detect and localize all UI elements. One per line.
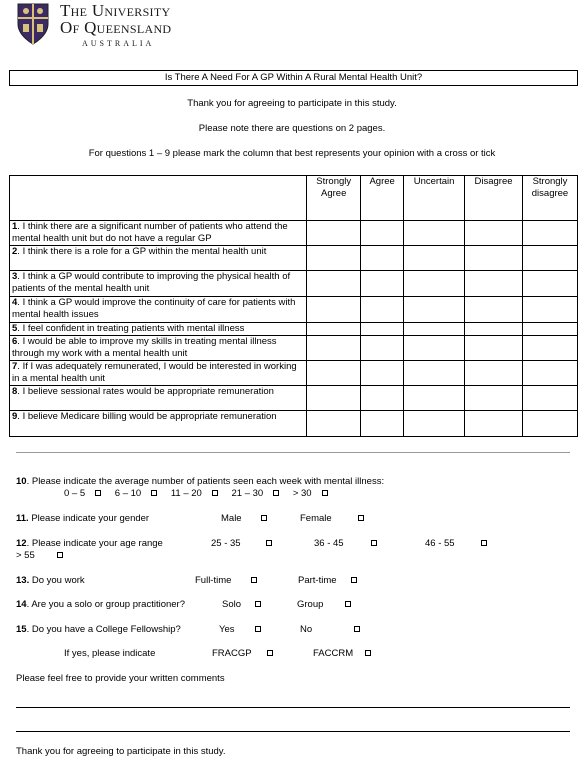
answer-cell[interactable] [361,411,404,437]
answer-cell[interactable] [404,323,465,336]
answer-cell[interactable] [523,221,578,246]
q12-option-4: > 55 [16,550,63,561]
answer-cell[interactable] [361,221,404,246]
intro-thanks: Thank you for agreeing to participate in this study. [187,98,397,109]
answer-cell[interactable] [523,411,578,437]
answer-cell[interactable] [465,221,523,246]
answer-cell[interactable] [465,323,523,336]
option-label: > 30 [292,488,312,499]
table-row [10,271,578,297]
fellowship-prompt: If yes, please indicate [64,648,156,659]
checkbox[interactable] [481,540,487,546]
answer-cell[interactable] [307,386,361,411]
answer-cell[interactable] [307,246,361,271]
checkbox[interactable] [212,490,218,496]
header-agree: Agree [361,176,404,221]
option-label: 21 – 30 [231,488,264,499]
option-label: 0 – 5 [64,488,86,499]
checkbox[interactable] [266,540,272,546]
question-cell: 5. I feel confident in treating patients with mental illness [10,323,307,336]
checkbox[interactable] [371,540,377,546]
checkbox[interactable] [273,490,279,496]
answer-cell[interactable] [361,323,404,336]
q13-option-fulltime: Full-time [195,575,257,586]
q12-option-1: 25 - 35 [211,538,272,549]
answer-cell[interactable] [361,336,404,361]
checkbox[interactable] [365,650,371,656]
q14-option-group: Group [297,599,351,610]
answer-cell[interactable] [404,271,465,297]
q12-option-3: 46 - 55 [425,538,487,549]
logo-line-2: Of Queensland [60,18,172,37]
answer-cell[interactable] [361,246,404,271]
question-cell: 3. I think a GP would contribute to improving the physical health of patients of the mental health unit [10,271,307,297]
question-10: 10. Please indicate the average number of patients seen each week with mental illness: [16,476,385,487]
logo-line-1: The University [60,1,171,20]
answer-cell[interactable] [307,221,361,246]
crest-icon [16,2,50,46]
survey-title: Is There A Need For A GP Within A Rural Mental Health Unit? [9,70,578,86]
table-row [10,221,578,246]
table-row [10,361,578,386]
answer-cell[interactable] [404,246,465,271]
answer-cell[interactable] [307,297,361,323]
answer-cell[interactable] [361,361,404,386]
answer-cell[interactable] [523,271,578,297]
answer-cell[interactable] [523,246,578,271]
answer-cell[interactable] [307,361,361,386]
question-15: 15. Do you have a College Fellowship? [16,624,181,635]
fellowship-option-faccrm: FACCRM [313,648,371,659]
table-row [10,336,578,361]
answer-cell[interactable] [307,411,361,437]
answer-cell[interactable] [404,297,465,323]
option-label: 11 – 20 [170,488,202,499]
checkbox[interactable] [322,490,328,496]
table-row [10,297,578,323]
fellowship-option-fracgp: FRACGP [212,648,273,659]
answer-cell[interactable] [465,246,523,271]
comment-line[interactable] [16,707,570,708]
likert-table [9,175,578,437]
q10-options [64,488,328,499]
answer-cell[interactable] [465,361,523,386]
comment-line[interactable] [16,731,570,732]
comments-prompt: Please feel free to provide your written comments [16,673,225,684]
answer-cell[interactable] [465,411,523,437]
answer-cell[interactable] [404,221,465,246]
answer-cell[interactable] [465,336,523,361]
answer-cell[interactable] [307,271,361,297]
answer-cell[interactable] [465,386,523,411]
q13-option-parttime: Part-time [298,575,357,586]
q15-option-no: No [300,624,360,635]
q15-option-yes: Yes [219,624,261,635]
option-label: 6 – 10 [114,488,142,499]
question-14: 14. Are you a solo or group practitioner? [16,599,186,610]
section-divider [16,452,570,453]
header-strongly-disagree: Strongly disagree [523,176,578,221]
checkbox[interactable] [151,490,157,496]
table-row [10,411,578,437]
checkbox[interactable] [255,601,261,607]
answer-cell[interactable] [404,411,465,437]
answer-cell[interactable] [307,336,361,361]
question-cell: 9. I believe Medicare billing would be appropriate remuneration [10,411,307,437]
intro-instructions: For questions 1 – 9 please mark the column that best represents your opinion with a cross or tick [88,148,496,159]
checkbox[interactable] [261,515,267,521]
closing-thanks: Thank you for agreeing to participate in this study. [16,746,226,757]
table-row [10,323,578,336]
header-uncertain: Uncertain [404,176,465,221]
table-row [10,386,578,411]
answer-cell[interactable] [361,297,404,323]
question-cell: 4. I think a GP would improve the continuity of care for patients with mental health issues [10,297,307,323]
answer-cell[interactable] [307,323,361,336]
answer-cell[interactable] [404,361,465,386]
answer-cell[interactable] [465,297,523,323]
answer-cell[interactable] [523,336,578,361]
answer-cell[interactable] [523,323,578,336]
question-13: 13. Do you work [16,575,85,586]
table-row [10,246,578,271]
answer-cell[interactable] [404,386,465,411]
question-cell: 2. I think there is a role for a GP within the mental health unit [10,246,307,271]
logo-line-3: AUSTRALIA [82,39,155,48]
q14-option-solo: Solo [222,599,261,610]
question-11: 11. Please indicate your gender [16,513,150,524]
header-question [10,176,307,221]
header-strongly-agree: Strongly Agree [307,176,361,221]
answer-cell[interactable] [404,336,465,361]
question-cell: 1. I think there are a significant number of patients who attend the mental health unit but do not have a regular GP [10,221,307,246]
answer-cell[interactable] [523,297,578,323]
university-logo [16,2,196,50]
q12-option-2: 36 - 45 [314,538,377,549]
checkbox[interactable] [351,577,357,583]
answer-cell[interactable] [523,361,578,386]
question-cell: 8. I believe sessional rates would be appropriate remuneration [10,386,307,411]
answer-cell[interactable] [523,386,578,411]
checkbox[interactable] [267,650,273,656]
checkbox[interactable] [95,490,101,496]
q11-option-female: Female [300,513,364,524]
checkbox[interactable] [345,601,351,607]
answer-cell[interactable] [361,271,404,297]
intro-pages-note: Please note there are questions on 2 pages. [198,123,386,134]
checkbox[interactable] [57,552,63,558]
checkbox[interactable] [354,626,360,632]
answer-cell[interactable] [465,271,523,297]
question-cell: 7. If I was adequately remunerated, I would be interested in working in a mental health unit [10,361,307,386]
checkbox[interactable] [251,577,257,583]
checkbox[interactable] [358,515,364,521]
question-12: 12. Please indicate your age range [16,538,163,549]
answer-cell[interactable] [361,386,404,411]
header-disagree: Disagree [465,176,523,221]
checkbox[interactable] [255,626,261,632]
q11-option-male: Male [221,513,267,524]
question-cell: 6. I would be able to improve my skills in treating mental illness through my work with a mental health unit [10,336,307,361]
